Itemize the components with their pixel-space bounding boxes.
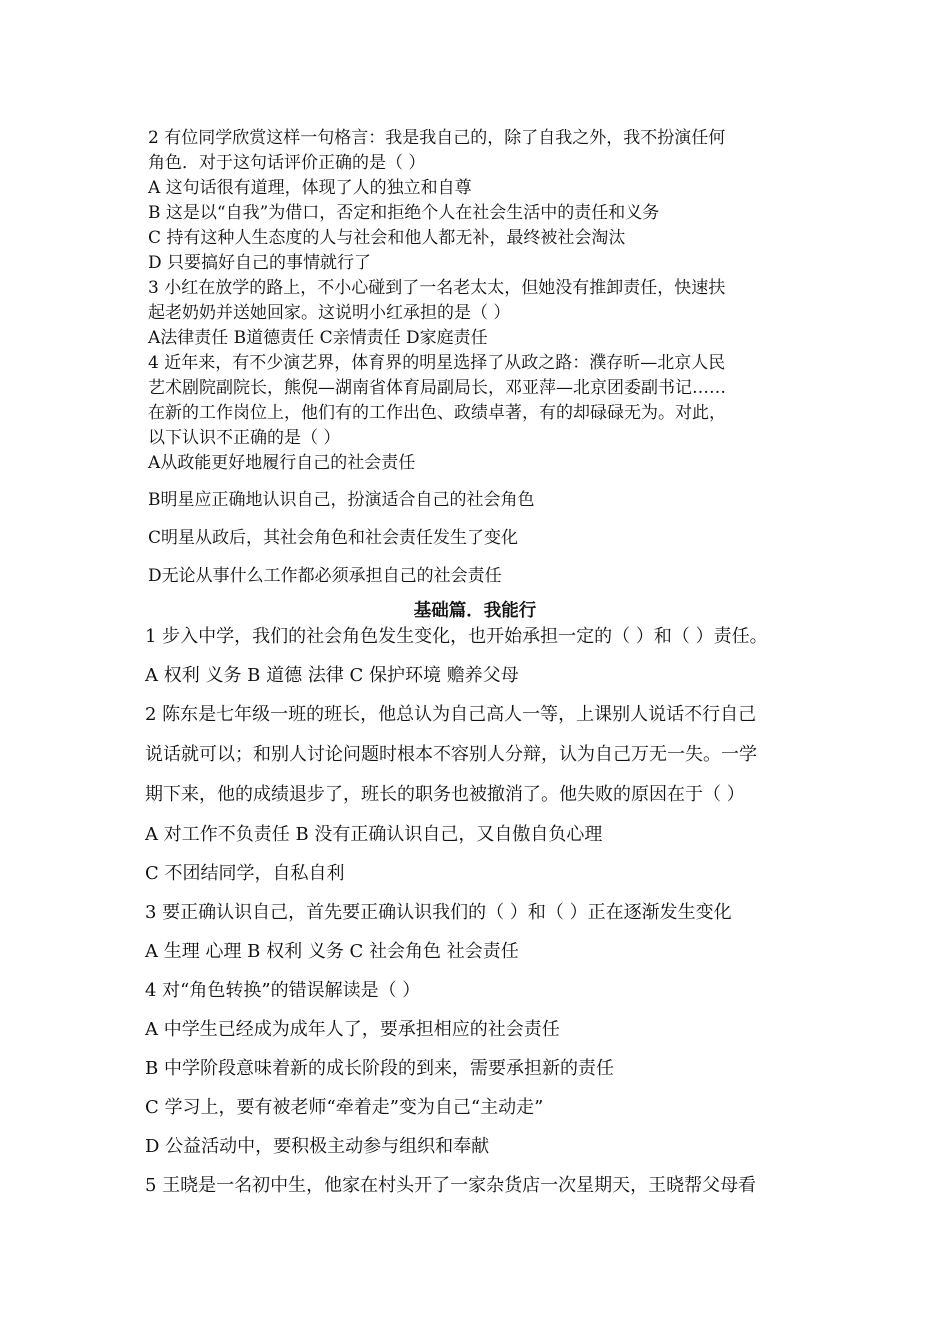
basic-q3-stem: 3 要正确认识自己，首先要正确认识我们的（ ）和（ ）正在逐渐发生变化 [145, 902, 732, 923]
q4-stem-line-2: 艺术剧院副院长，熊倪—湖南省体育局副局长，邓亚萍—北京团委副书记…… [148, 378, 726, 398]
q4-stem-line-3: 在新的工作岗位上，他们有的工作出色、政绩卓著，有的却碌碌无为。对此， [148, 403, 726, 423]
basic-q5-stem: 5 王晓是一名初中生，他家在村头开了一家杂货店一次星期天，王晓帮父母看 [145, 1175, 757, 1196]
basic-q3-options: A 生理 心理 B 权利 义务 C 社会角色 社会责任 [145, 941, 519, 962]
basic-q1-stem: 1 步入中学，我们的社会角色发生变化，也开始承担一定的（ ）和（ ）责任。 [145, 626, 768, 647]
basic-q4-option-d: D 公益活动中，要积极主动参与组织和奉献 [145, 1136, 490, 1157]
basic-q4-stem: 4 对“角色转换”的错误解读是（ ） [145, 980, 421, 1001]
q2-option-c: C 持有这种人生态度的人与社会和他人都无补，最终被社会淘汰 [148, 228, 626, 248]
q2-stem-line-1: 2 有位同学欣赏这样一句格言：我是我自己的，除了自我之外，我不扮演任何 [148, 128, 726, 148]
q2-option-b: B 这是以“自我”为借口，否定和拒绝个人在社会生活中的责任和义务 [148, 203, 660, 223]
q3-stem-line-2: 起老奶奶并送她回家。这说明小红承担的是（ ） [148, 303, 511, 323]
q3-options: A法律责任 B道德责任 C亲情责任 D家庭责任 [148, 328, 488, 348]
basic-q4-option-b: B 中学阶段意味着新的成长阶段的到来，需要承担新的责任 [145, 1058, 614, 1079]
q2-option-d: D 只要搞好自己的事情就行了 [148, 253, 372, 273]
q4-stem-line-1: 4 近年来，有不少演艺界，体育界的明星选择了从政之路：濮存昕—北京人民 [148, 353, 726, 373]
q2-option-a: A 这句话很有道理，体现了人的独立和自尊 [148, 178, 472, 198]
section-heading: 基础篇．我能行 [413, 601, 537, 621]
q2-stem-line-2: 角色．对于这句话评价正确的是（ ） [148, 153, 426, 173]
basic-q2-options-ab: A 对工作不负责任 B 没有正确认识自己，又自傲自负心理 [145, 824, 603, 845]
q3-stem-line-1: 3 小红在放学的路上，不小心碰到了一名老太太，但她没有推卸责任，快速扶 [148, 278, 726, 298]
q4-stem-line-4: 以下认识不正确的是（ ） [148, 428, 341, 448]
q4-option-c: C明星从政后，其社会角色和社会责任发生了变化 [148, 528, 519, 548]
basic-q4-option-c: C 学习上，要有被老师“牵着走”变为自己“主动走” [145, 1097, 544, 1118]
basic-q2-option-c: C 不团结同学，自私自利 [145, 863, 345, 884]
q4-option-a: A从政能更好地履行自己的社会责任 [148, 453, 416, 473]
q4-option-b: B明星应正确地认识自己，扮演适合自己的社会角色 [148, 490, 535, 510]
basic-q2-stem-line-1: 2 陈东是七年级一班的班长，他总认为自己高人一等，上课别人说话不行自己 [145, 704, 757, 725]
basic-q1-options: A 权利 义务 B 道德 法律 C 保护环境 赡养父母 [145, 665, 519, 686]
basic-q2-stem-line-3: 期下来，他的成绩退步了，班长的职务也被撤消了。他失败的原因在于（ ） [145, 784, 745, 805]
basic-q2-stem-line-2: 说话就可以；和别人讨论问题时根本不容别人分辩，认为自己万无一失。一学 [145, 744, 757, 765]
q4-option-d: D无论从事什么工作都必须承担自己的社会责任 [148, 566, 502, 586]
basic-q4-option-a: A 中学生已经成为成年人了，要承担相应的社会责任 [145, 1019, 560, 1040]
